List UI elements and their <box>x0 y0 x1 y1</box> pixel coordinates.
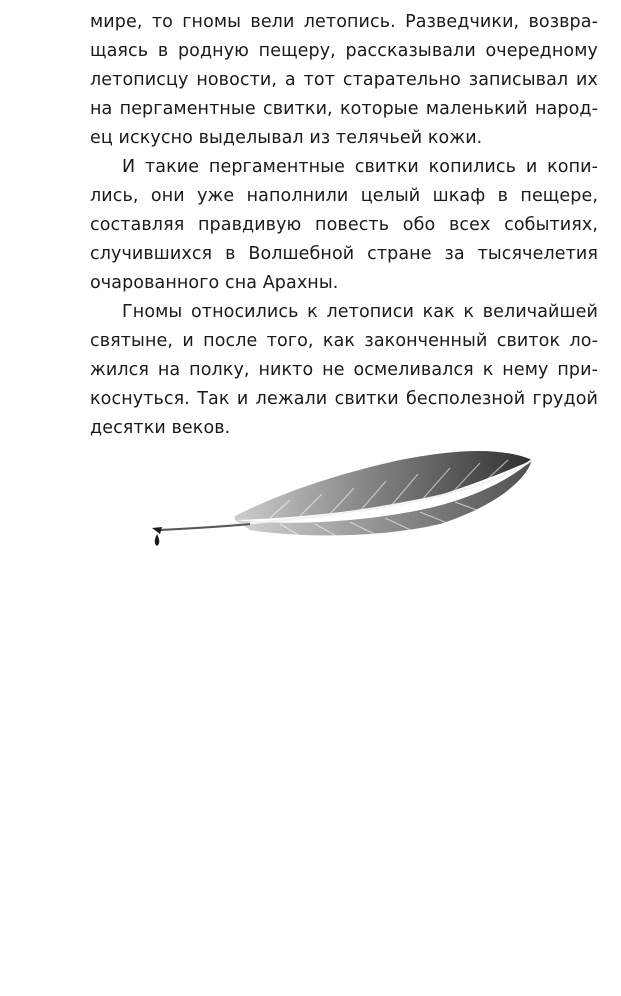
text-line: летописцу новости, а тот старательно записывал их <box>90 70 598 90</box>
text-line: щаясь в родную пещеру, рассказывали очередному <box>90 41 598 61</box>
feather-quill-icon <box>140 438 540 558</box>
text-line: жился на полку, никто не осмеливался к нему при- <box>90 360 598 380</box>
text-line: составляя правдивую повесть обо всех событиях, <box>90 215 598 235</box>
paragraph-start-line: И такие пергаментные свитки копились и копи- <box>122 157 598 177</box>
text-line: десятки веков. <box>90 418 231 438</box>
text-line: лись, они уже наполнили целый шкаф в пещере, <box>90 186 598 206</box>
text-line: ец искусно выделывал из телячьей кожи. <box>90 128 483 148</box>
text-line: случившихся в Волшебной стране за тысячелетия <box>90 244 598 264</box>
text-line: на пергаментные свитки, которые маленький народ- <box>90 99 598 119</box>
text-line: очарованного сна Арахны. <box>90 273 339 293</box>
paragraph-start-line: Гномы относились к летописи как к величайшей <box>122 302 598 322</box>
text-line: коснуться. Так и лежали свитки бесполезной грудой <box>90 389 598 409</box>
text-line: святыне, и после того, как законченный свиток ло- <box>90 331 598 351</box>
text-line: мире, то гномы вели летопись. Разведчики, возвра- <box>90 12 598 32</box>
